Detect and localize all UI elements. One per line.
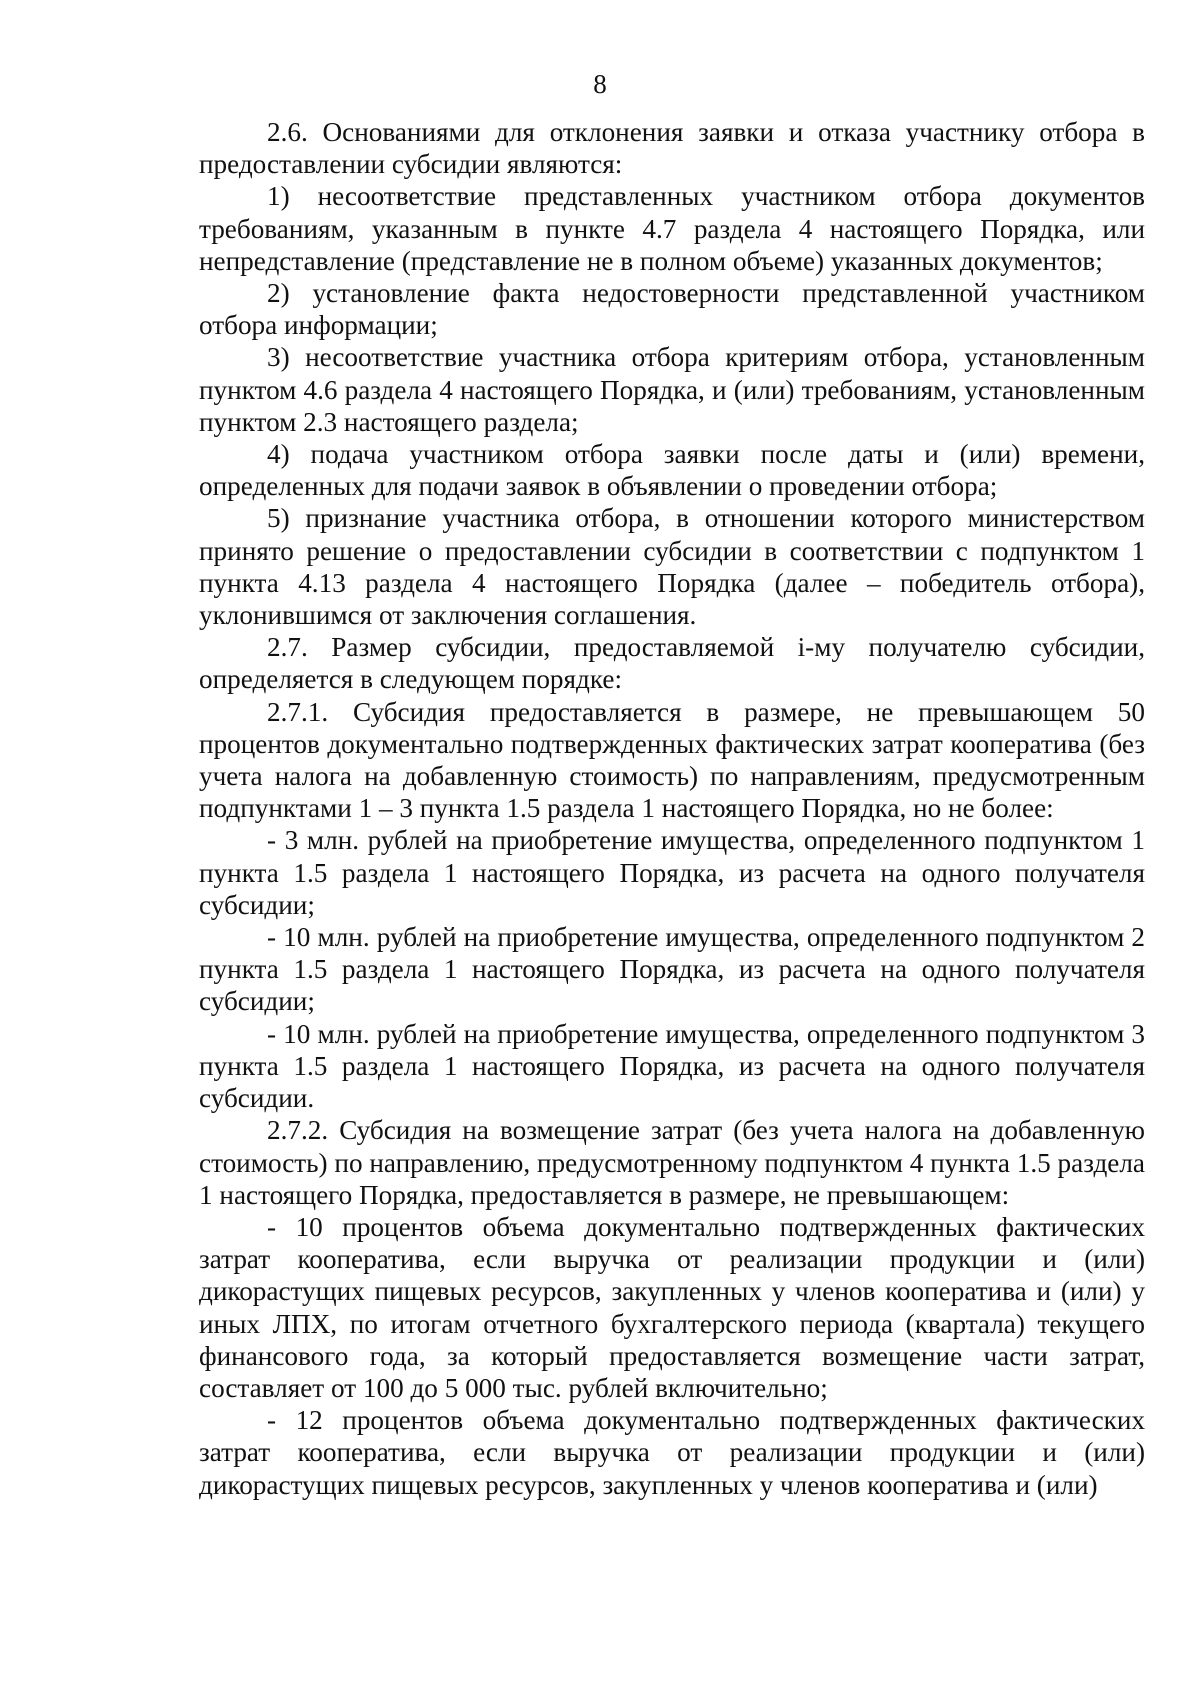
paragraph-2-6: 2.6. Основаниями для отклонения заявки и отказа участнику отбора в предоставлении субсидии являются: [199,117,1145,180]
paragraph-2-7-1-limit-1: - 3 млн. рублей на приобретение имущества, определенного подпунктом 1 пункта 1.5 раздела 1 настоящего Порядка, из расчета на одного получателя субсидии; [199,825,1145,920]
paragraph-2-6-item-5: 5) признание участника отбора, в отношении которого министерством принято решение о предоставлении субсидии в соответствии с подпунктом 1 пункта 4.13 раздела 4 настоящего Порядка (далее – победитель отбора), уклонившимся от заключения соглашения. [199,503,1145,631]
paragraph-2-6-item-1: 1) несоответствие представленных участником отбора документов требованиям, указанным в пункте 4.7 раздела 4 настоящего Порядка, или непредставление (представление не в полном объеме) указанных документов; [199,181,1145,276]
paragraph-2-7-1: 2.7.1. Субсидия предоставляется в размере, не превышающем 50 процентов документально подтвержденных фактических затрат кооператива (без учета налога на добавленную стоимость) по направлениям, предусмотренным подпунктами 1 – 3 пункта 1.5 раздела 1 настоящего Порядка, но не более: [199,696,1145,824]
paragraph-2-6-item-3: 3) несоответствие участника отбора критериям отбора, установленным пунктом 4.6 раздела 4 настоящего Порядка, и (или) требованиям, установленным пунктом 2.3 настоящего раздела; [199,342,1145,437]
page-number: 8 [593,69,607,99]
paragraph-2-7-2-rate-1: - 10 процентов объема документально подтвержденных фактических затрат кооператива, если выручка от реализации продукции и (или) дикорастущих пищевых ресурсов, закупленных у членов кооператива и (или) у иных ЛПХ, по итогам отчетного бухгалтерского периода (квартала) текущего финансового года, за который предоставляется возмещение части затрат, составляет от 100 до 5 000 тыс. рублей включительно; [199,1211,1145,1403]
paragraph-2-7: 2.7. Размер субсидии, предоставляемой i-му получателю субсидии, определяется в следующем порядке: [199,632,1145,695]
paragraph-2-7-2-rate-2: - 12 процентов объема документально подтвержденных фактических затрат кооператива, если выручка от реализации продукции и (или) дикорастущих пищевых ресурсов, закупленных у членов кооператива и (или) [199,1405,1145,1500]
document-body [199,116,1145,1501]
paragraph-2-7-1-limit-2: - 10 млн. рублей на приобретение имущества, определенного подпунктом 2 пункта 1.5 раздела 1 настоящего Порядка, из расчета на одного получателя субсидии; [199,922,1145,1017]
paragraph-2-7-2: 2.7.2. Субсидия на возмещение затрат (без учета налога на добавленную стоимость) по направлению, предусмотренному подпунктом 4 пункта 1.5 раздела 1 настоящего Порядка, предоставляется в размере, не превышающем: [199,1115,1145,1210]
paragraph-2-6-item-4: 4) подача участником отбора заявки после даты и (или) времени, определенных для подачи заявок в объявлении о проведении отбора; [199,439,1145,502]
paragraph-2-6-item-2: 2) установление факта недостоверности представленной участником отбора информации; [199,278,1145,341]
paragraph-2-7-1-limit-3: - 10 млн. рублей на приобретение имущества, определенного подпунктом 3 пункта 1.5 раздела 1 настоящего Порядка, из расчета на одного получателя субсидии. [199,1018,1145,1114]
